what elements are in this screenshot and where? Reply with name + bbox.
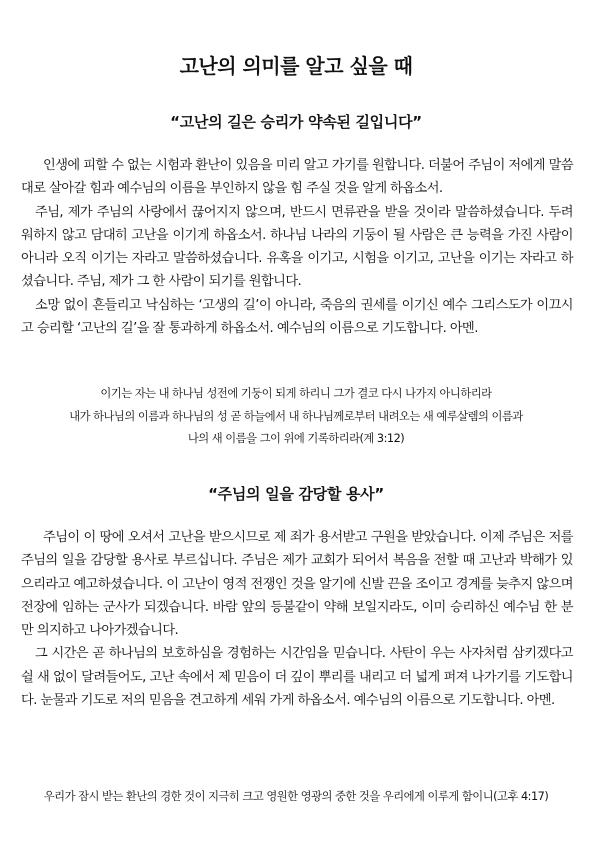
section1-paragraph-2: 주님, 제가 주님의 사랑에서 끊어지지 않으며, 반드시 면류관을 받을 것이라 말씀하셨습니다. 두려워하지 않고 담대히 고난을 이기게 하옵소서. 하나님 나라의 기둥이 될 사람은 큰 능력을 가진 사람이 아니라 오직 이기는 자라고 말씀하셨습니다. 유혹을 이기고, 시험을 이기고, 고난을 이기는 자라고 하셨습니다. 주님, 제가 그 한 사람이 되기를 원합니다. [21, 204, 573, 290]
section2-paragraph-2: 그 시간은 곧 하나님의 보호하심을 경험하는 시간임을 믿습니다. 사탄이 우는 사자처럼 삼키겠다고 쉴 새 없이 달려들어도, 고난 속에서 제 믿음이 더 깊이 뿌리를 내리고 더 넓게 퍼져 나가기를 기도합니다. 눈물과 기도로 저의 믿음을 견고하게 세워 가게 하옵소서. 예수님의 이름으로 기도합니다. 아멘. [21, 646, 573, 709]
page-title: 고난의 의미를 알고 싶을 때 [179, 54, 413, 78]
section1-verse-line-1: 이기는 자는 내 하나님 성전에 기둥이 되게 하리니 그가 결코 다시 나가지 아니하리라 [100, 387, 492, 400]
section1-body [21, 154, 573, 340]
section1-paragraph-3: 소망 없이 흔들리고 낙심하는 ‘고생의 길’이 아니라, 죽음의 권세를 이기신 예수 그리스도가 이끄시고 승리할 ‘고난의 길’을 잘 통과하게 하옵소서. 예수님의 이름으로 기도합니다. 아멘. [21, 297, 573, 337]
section2-verse-line-1: 우리가 잠시 받는 환난의 경한 것이 지극히 크고 영원한 영광의 중한 것을 우리에게 이루게 함이니(고후 4:17) [43, 790, 549, 803]
section1-verse-line-2: 내가 하나님의 이름과 하나님의 성 곧 하늘에서 내 하나님께로부터 내려오는 새 예루살렘의 이름과 [69, 409, 523, 423]
section1-heading: “고난의 길은 승리가 약속된 길입니다” [170, 113, 422, 131]
section2-paragraph-1: 주님이 이 땅에 오셔서 고난을 받으시므로 제 죄가 용서받고 구원을 받았습니다. 이제 주님은 저를 주님의 일을 감당할 용사로 부르십니다. 주님은 제가 교회가 되어서 복음을 전할 때 고난과 박해가 있으리라고 예고하셨습니다. 이 고난이 영적 전쟁인 것을 알기에 신발 끈을 조이고 경계를 늦추지 않으며 전장에 임하는 군사가 되겠습니다. 바람 앞의 등불같이 약해 보일지라도, 이미 승리하신 예수님 한 분만 의지하고 나아가겠습니다. [21, 530, 573, 639]
section1-verse-line-3: 나의 새 이름을 그이 위에 기록하리라(계 3:12) [187, 432, 405, 445]
section2-heading: “주님의 일을 감당할 용사” [208, 485, 384, 503]
section2-verse [0, 786, 592, 809]
section1-verse [0, 383, 592, 451]
section2-body [21, 526, 573, 712]
section1-paragraph-1: 인생에 피할 수 없는 시험과 환난이 있음을 미리 알고 가기를 원합니다. 더불어 주님이 저에게 말씀대로 살아갈 힘과 예수님의 이름을 부인하지 않을 힘 주실 것을 알게 하옵소서. [21, 158, 574, 197]
